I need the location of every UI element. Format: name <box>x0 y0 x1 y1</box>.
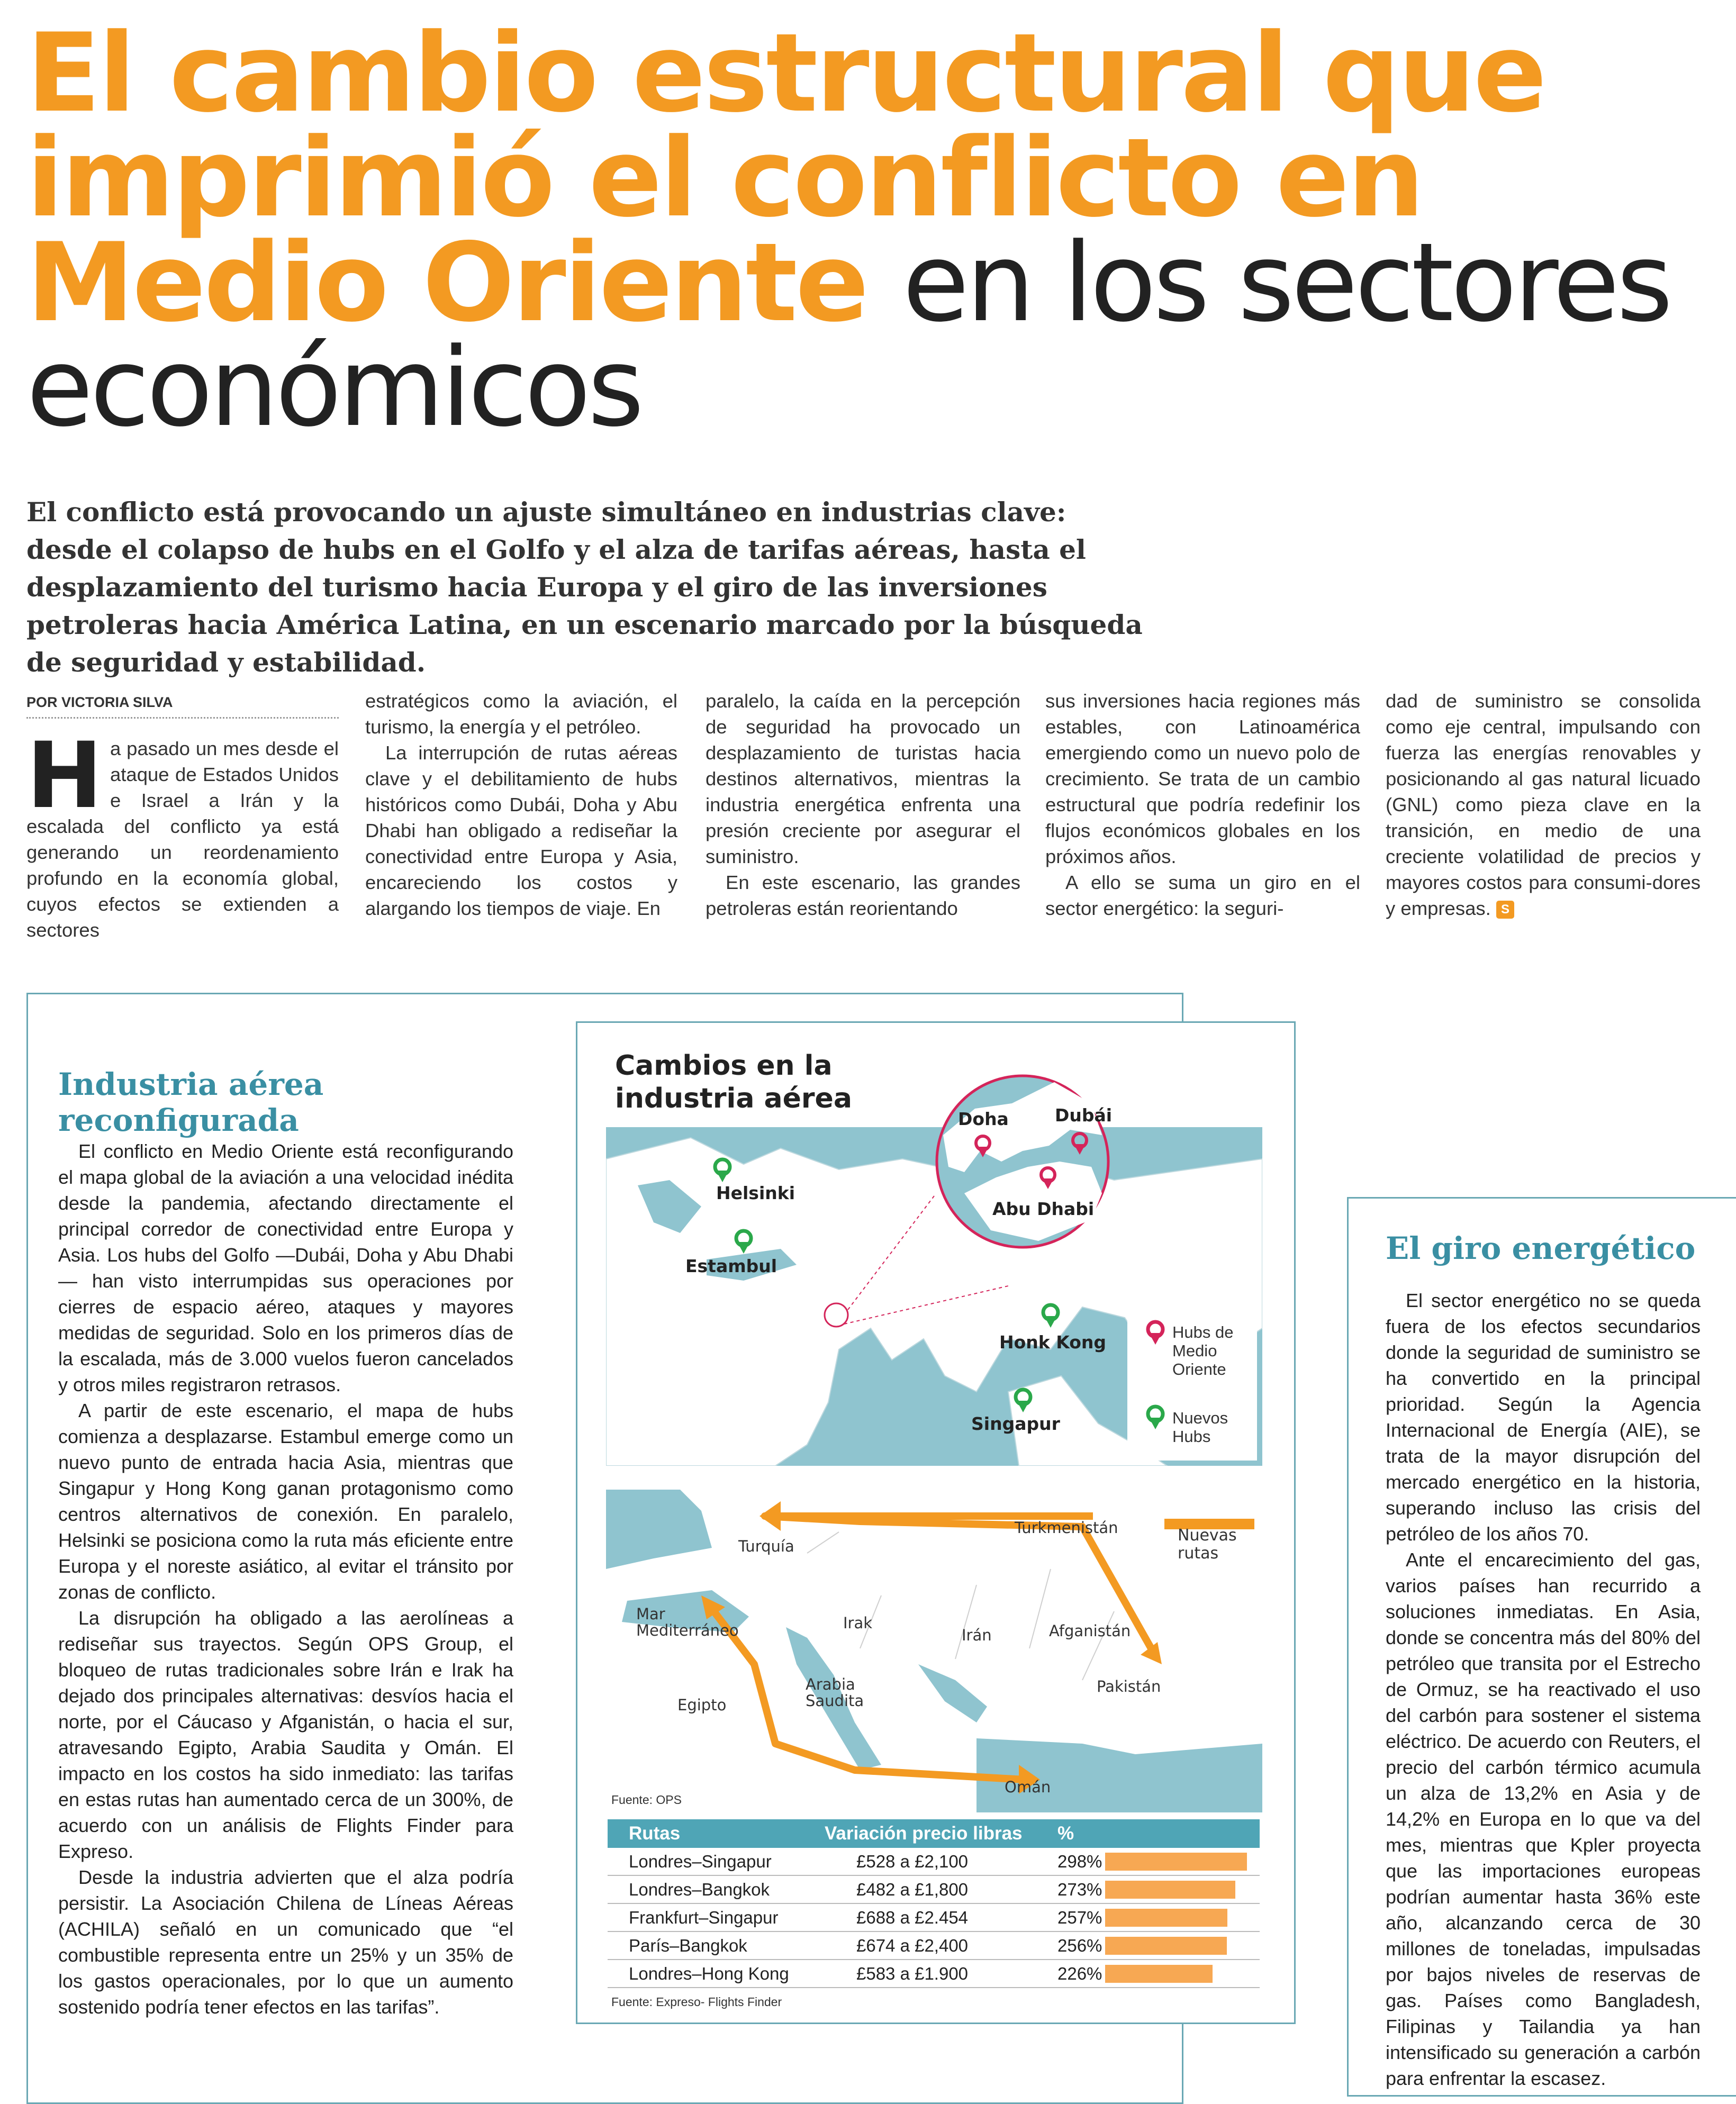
article-col-2 <box>365 688 677 921</box>
pct-bar <box>1105 1965 1213 1983</box>
pct-value: 273% <box>1057 1879 1102 1899</box>
table-row <box>608 1875 1260 1903</box>
price-cell: £688 a £2.454 <box>819 1903 1052 1931</box>
energy-p1: El sector energético no se queda fuera de los efectos secundarios donde la seguridad de suministro se ha convertido en la principal prioridad. Según la Agencia Internacional de Energía (AIE), se trata de la mayor disrupción del mercado energético en la historia, superando incluso las crisis del petróleo de los años 70. <box>1386 1290 1701 1545</box>
table-row <box>608 1903 1260 1931</box>
pct-cell <box>1052 1875 1260 1903</box>
article-col-1 <box>26 722 339 943</box>
label-hongkong: Honk Kong <box>999 1332 1106 1353</box>
pct-value: 256% <box>1057 1935 1102 1955</box>
label-pakistan: Pakistán <box>1097 1677 1161 1695</box>
routes-map <box>606 1490 1262 1812</box>
pct-bar <box>1105 1853 1247 1871</box>
label-irak: Irak <box>843 1614 873 1632</box>
aviation-p3: La disrupción ha obligado a las aerolíneas a rediseñar sus trayectos. Según OPS Group, el bloqueo de rutas tradicionales sobre Irán e Irak ha dejado dos principales alternativas: desvíos hacia el norte, por el Cáucaso y Afganistán, o hacia el sur, atravesando Egipto, Arabia Saudita y Omán. El impacto en los costos ha sido inmediato: las tarifas en estas rutas han aumentado cerca de un 300%, de acuerdo con un análisis de Flights Finder para Expreso. <box>58 1607 513 1862</box>
headline-dark: en los sectores económicos <box>26 220 1670 451</box>
energy-p2: Ante el encarecimiento del gas, varios países han recurrido a soluciones inmediatas. En Asia, donde se concentra más del 80% del petróleo que transita por el Estrecho de Ormuz, se ha reactivado el uso del carbón para sostener el sistema eléctrico. De acuerdo con Reuters, el precio del carbón térmico acumula un alza de 13,2% en Asia y de 14,2% en Europa en lo que va del mes, mientras que Kpler proyecta que las importaciones europeas podrían aumentar hasta 36% este año, alcanzando cerca de 30 millones de toneladas, impulsadas por bajos niveles de reservas de gas. Países como Bangladesh, Filipinas y Tailandia ya han intensificado su generación a carbón para enfrentar la escasez. <box>1386 1549 1701 2089</box>
th-rutas: Rutas <box>608 1819 819 1848</box>
pct-bar <box>1105 1909 1227 1927</box>
label-iran: Irán <box>962 1626 992 1644</box>
energy-body <box>1386 1287 1701 2091</box>
aviation-p4: Desde la industria advierten que el alza podría persistir. La Asociación Chilena de Líneas Aéreas (ACHILA) señaló en un comunicado que “el combustible representa entre un 25% y un 35% de los gastos operacionales, por lo que un aumento sostenido podría tener efectos en las tarifas”. <box>58 1866 513 2018</box>
col2-text-a: estratégicos como la aviación, el turismo, la energía y el petróleo. <box>365 690 677 738</box>
pct-cell <box>1052 1960 1260 1988</box>
col3-text-a: paralelo, la caída en la percepción de seguridad ha provocado un desplazamiento de turistas hacia destinos alternativos, mientras la industria energética enfrenta una presión creciente por asegurar el suministro. <box>706 690 1020 867</box>
legend-me-label: Hubs de Medio Oriente <box>1172 1323 1234 1379</box>
legend-route-label: Nuevas rutas <box>1178 1526 1237 1563</box>
col2-text-b: La interrupción de rutas aéreas clave y el debilitamiento de hubs históricos como Dubái, Doha y Abu Dhabi han obligado a rediseñar la conectividad entre Europa y Asia, encareciendo los costos y alargando los tiempos de viaje. En <box>365 742 677 919</box>
table-header-row <box>608 1819 1260 1848</box>
route-cell: Frankfurt–Singapur <box>608 1903 819 1931</box>
route-cell: Londres–Bangkok <box>608 1875 819 1903</box>
article-col-5 <box>1386 688 1701 921</box>
label-helsinki: Helsinki <box>716 1183 795 1203</box>
pct-value: 257% <box>1057 1907 1102 1927</box>
dropcap: H <box>26 722 103 829</box>
label-arabia: Arabia Saudita <box>806 1675 864 1710</box>
price-cell: £674 a £2,400 <box>819 1931 1052 1960</box>
label-turquia: Turquía <box>738 1537 794 1555</box>
price-cell: £528 a £2,100 <box>819 1848 1052 1875</box>
legend-new-label: Nuevos Hubs <box>1172 1409 1228 1446</box>
aviation-title: Industria aérea reconfigurada <box>58 1066 324 1138</box>
label-egipto: Egipto <box>677 1696 727 1714</box>
label-afganistan: Afganistán <box>1049 1622 1131 1640</box>
aviation-p2: A partir de este escenario, el mapa de hubs comienza a desplazarse. Estambul emerge como un nuevo punto de entrada hacia Asia, mientras que Singapur y Hong Kong ganan protagonismo como centros alternativos de conexión. En paralelo, Helsinki se posiciona como la ruta más eficiente entre Europa y el noreste asiático, al evitar el tránsito por zonas de conflicto. <box>58 1400 513 1603</box>
col1-text: a pasado un mes desde el ataque de Estados Unidos e Israel a Irán y la escalada del conflicto ya está generando un reordenamiento profundo en la economía global, cuyos efectos se extienden a sectores <box>26 738 339 941</box>
pct-cell <box>1052 1931 1260 1960</box>
article-col-3 <box>706 688 1020 921</box>
route-cell: Londres–Hong Kong <box>608 1960 819 1988</box>
label-estambul: Estambul <box>685 1256 777 1276</box>
price-cell: £583 a £1.900 <box>819 1960 1052 1988</box>
label-singapur: Singapur <box>971 1413 1060 1434</box>
col5-body: dad de suministro se consolida como eje central, impulsando con fuerza las energías renovables y posicionando al gas natural licuado (GNL) como pieza clave en la transición, en medio de una creciente volatilidad de precios y mayores costos para consumi-dores y empresas. <box>1386 690 1701 919</box>
th-variacion: Variación precio libras <box>819 1819 1052 1848</box>
label-dubai: Dubái <box>1055 1105 1113 1126</box>
article-col-4 <box>1045 688 1360 921</box>
label-turkmenistan: Turkmenistán <box>1015 1519 1118 1537</box>
col4-text-a: sus inversiones hacia regiones más estables, con Latinoamérica emergiendo como un nuevo polo de crecimiento. Se trata de un cambio estructural que podría redefinir los flujos económicos globales en los próximos años. <box>1045 690 1360 867</box>
byline: POR VICTORIA SILVA <box>26 694 339 719</box>
infographic-title: Cambios en la industria aérea <box>615 1050 852 1114</box>
col4-text-b: A ello se suma un giro en el sector energético: la seguri- <box>1045 872 1360 919</box>
aviation-section <box>58 1066 513 2020</box>
col5-text <box>1386 688 1701 921</box>
pct-cell <box>1052 1903 1260 1931</box>
label-oman: Omán <box>1005 1778 1051 1796</box>
pct-bar <box>1105 1881 1235 1899</box>
energy-section <box>1386 1230 1701 2091</box>
col3-text-b: En este escenario, las grandes petroleras están reorientando <box>706 872 1020 919</box>
th-pct: % <box>1052 1819 1260 1848</box>
label-doha: Doha <box>958 1109 1009 1129</box>
table-row <box>608 1960 1260 1988</box>
gulf-inset <box>933 1072 1113 1251</box>
aviation-body <box>58 1138 513 2020</box>
energy-title: El giro energético <box>1386 1230 1696 1266</box>
rates-table <box>608 1819 1260 1988</box>
pct-value: 298% <box>1057 1851 1102 1871</box>
headline-orange: El cambio estructural que imprimió el conflicto en Medio Oriente <box>26 11 1545 346</box>
end-mark-icon: S <box>1496 901 1514 919</box>
table-row <box>608 1931 1260 1960</box>
aviation-p1: El conflicto en Medio Oriente está reconfigurando el mapa global de la aviación a una velocidad inédita desde la pandemia, afectando directamente el principal corredor de conectividad entre Europa y Asia. Los hubs del Golfo —Dubái, Doha y Abu Dhabi— han visto interrumpidas sus operaciones por cierres de espacio aéreo, ataques y mayores medidas de seguridad. Solo en los primeros días de la escalada, más de 3.000 vuelos fueron cancelados y otros miles registraron retrasos. <box>58 1140 513 1395</box>
route-cell: Londres–Singapur <box>608 1848 819 1875</box>
label-abudhabi: Abu Dhabi <box>992 1199 1095 1219</box>
rates-table-wrap <box>608 1819 1260 1988</box>
table-row <box>608 1848 1260 1875</box>
deck: El conflicto está provocando un ajuste simultáneo en industrias clave: desde el colapso de hubs en el Golfo y el alza de tarifas aéreas, hasta el desplazamiento del turismo hacia Europa y el giro de las inversiones petroleras hacia América Latina, en un escenario marcado por la búsqueda de seguridad y estabilidad. <box>26 496 1143 678</box>
pct-value: 226% <box>1057 1963 1102 1983</box>
route-cell: París–Bangkok <box>608 1931 819 1960</box>
price-cell: £482 a £1,800 <box>819 1875 1052 1903</box>
label-mediterraneo: Mar Mediterráneo <box>636 1605 739 1639</box>
pct-cell <box>1052 1848 1260 1875</box>
map-source: Fuente: OPS <box>611 1793 682 1807</box>
pct-bar <box>1105 1937 1227 1955</box>
headline <box>26 11 1710 451</box>
table-source: Fuente: Expreso- Flights Finder <box>611 1995 782 2009</box>
